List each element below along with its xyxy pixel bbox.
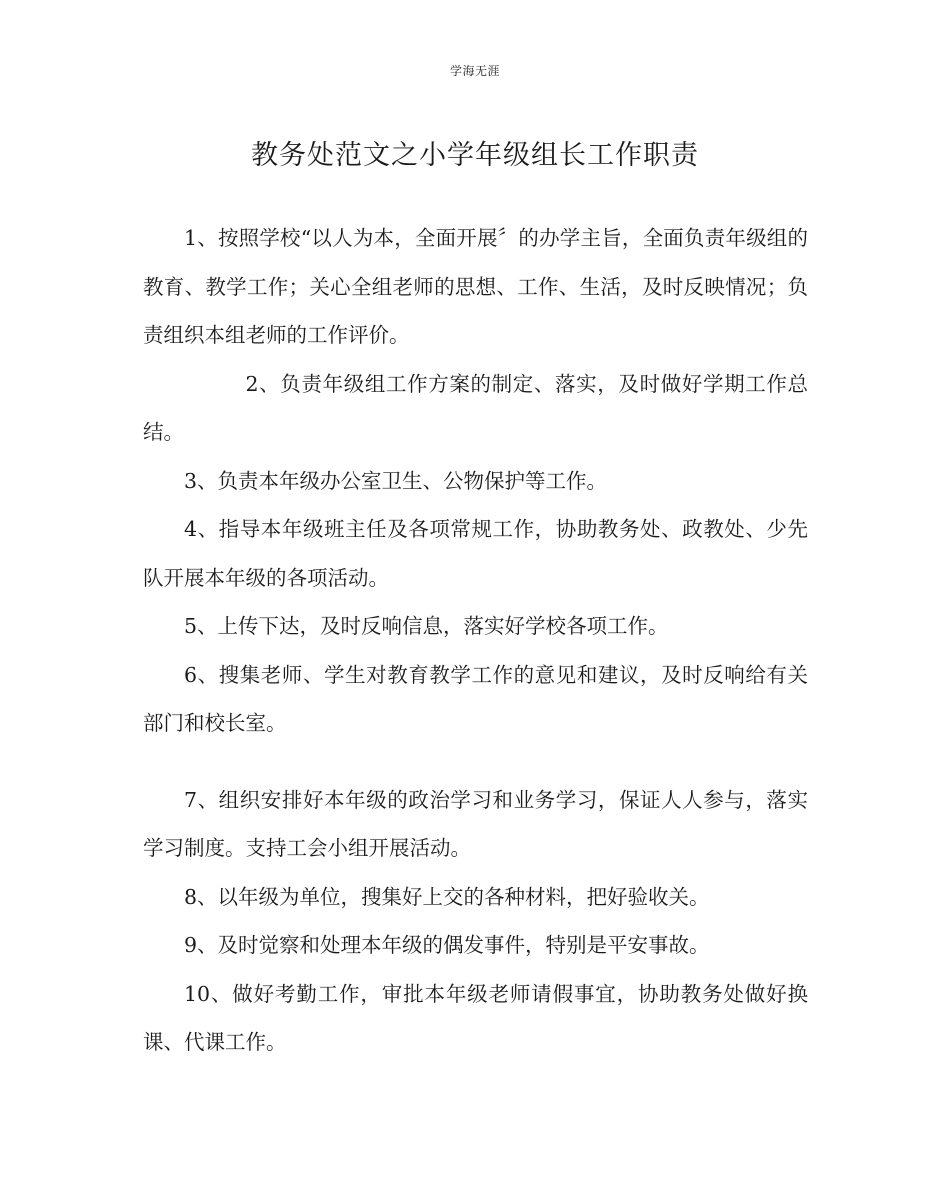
paragraph-5: 5、上传下达，及时反响信息，落实好学校各项工作。: [184, 614, 669, 638]
paragraph-7: 7、组织安排好本年级的政治学习和业务学习，保证人人参与，落实学习制度。支持工会小组开展活动。: [143, 787, 808, 860]
paragraph-8: 8、以年级为单位，搜集好上交的各种材料，把好验收关。: [184, 884, 710, 909]
paragraph-4: 4、指导本年级班主任及各项常规工作，协助教务处、政教处、少先队开展本年级的各项活动。: [143, 517, 808, 590]
paragraph-1: 1、按照学校“以人为本，全面开展〞的办学主旨，全面负责年级组的教育、教学工作；关心全组老师的思想、工作、生活，及时反映情况；负责组织本组老师的工作评价。: [143, 226, 808, 347]
paragraph-9: 9、及时觉察和处理本年级的偶发事件，特别是平安事故。: [184, 933, 710, 957]
paragraph-3: 3、负责本年级办公室卫生、公物保护等工作。: [184, 468, 608, 493]
paragraph-10: 10、做好考勤工作，审批本年级老师请假事宜，协助教务处做好换课、代课工作。: [143, 981, 808, 1054]
paragraph-6: 6、搜集老师、学生对教育教学工作的意见和建议，及时反响给有关部门和校长室。: [143, 662, 808, 735]
document-title: 教务处范文之小学年级组长工作职责: [251, 140, 699, 171]
page-header: 学海无涯: [449, 64, 500, 78]
paragraph-2: 2、负责年级组工作方案的制定、落实，及时做好学期工作总结。: [143, 371, 808, 444]
document-body: [143, 214, 808, 1067]
